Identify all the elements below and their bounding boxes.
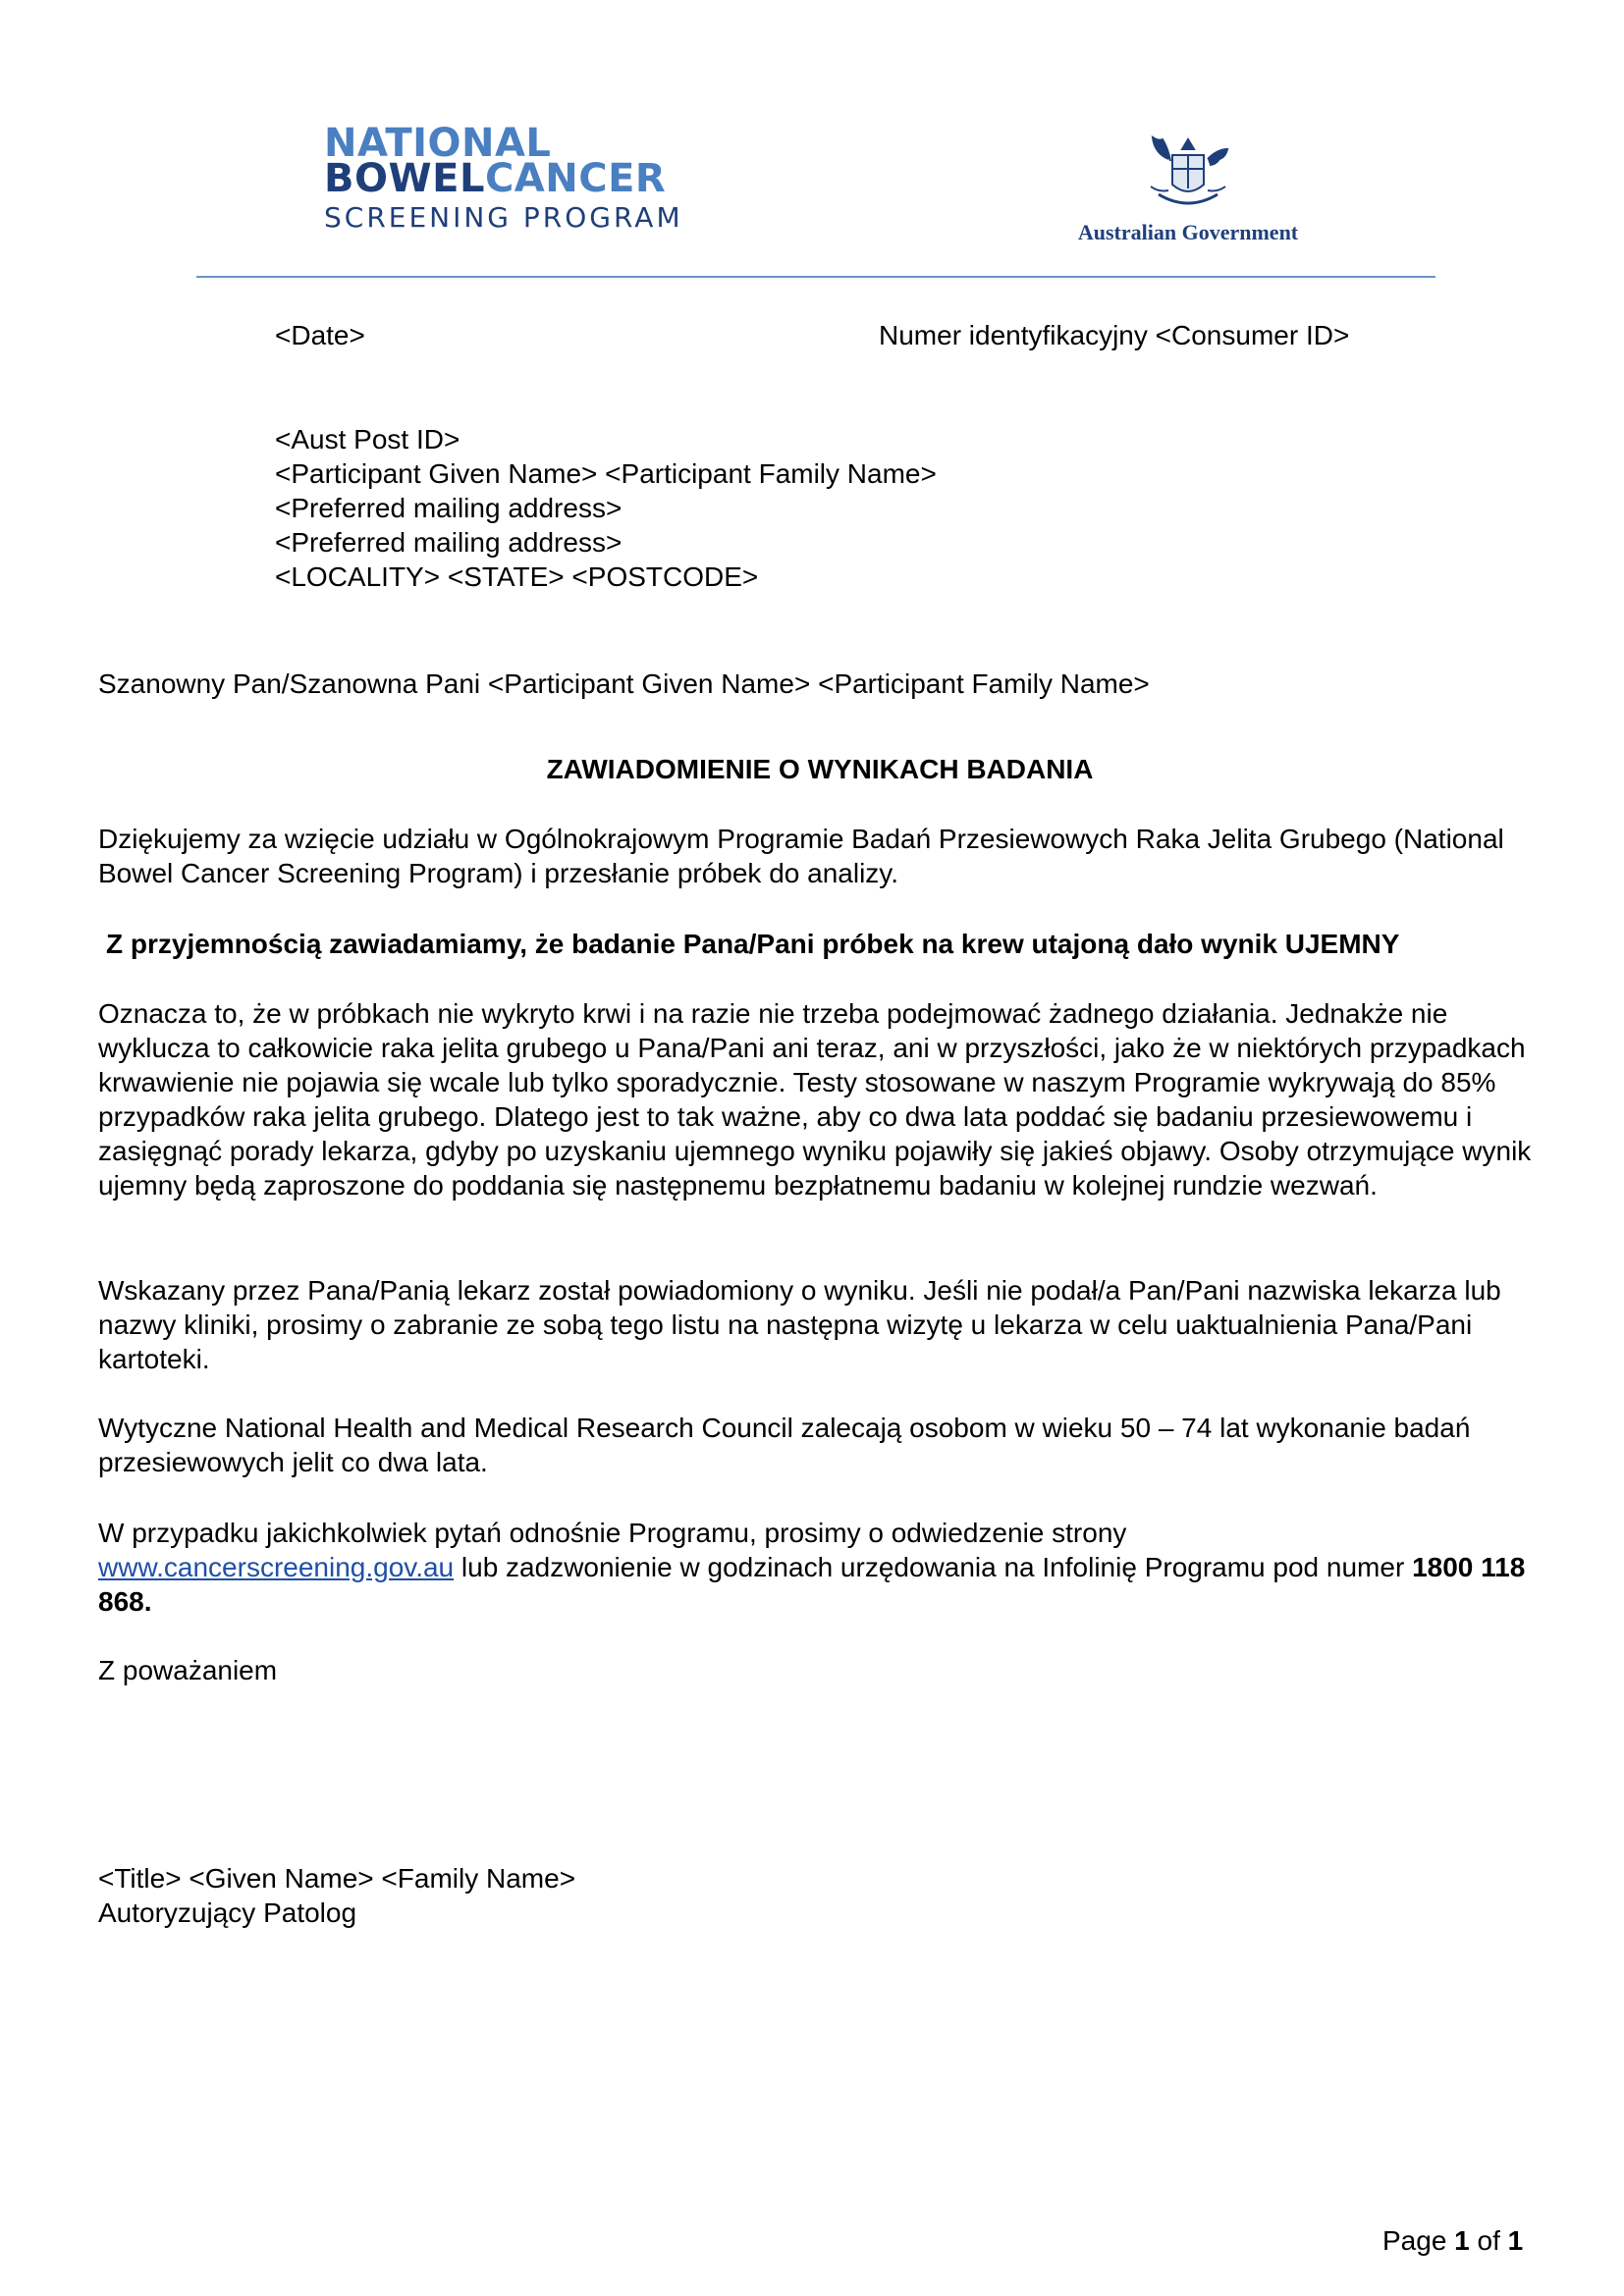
logo-bowel: BOWEL	[324, 156, 485, 201]
signatory-role: Autoryzujący Patolog	[98, 1897, 357, 1928]
website-link[interactable]: www.cancerscreening.gov.au	[98, 1552, 455, 1582]
contact-text: W przypadku jakichkolwiek pytań odnośnie Programu, prosimy o odwiedzenie strony	[98, 1518, 1127, 1548]
page-total: 1	[1507, 2225, 1524, 2256]
nbcsp-logo	[324, 121, 683, 234]
signatory-name: <Title> <Given Name> <Family Name>	[98, 1863, 576, 1894]
logo-screening-program: SCREENING PROGRAM	[324, 201, 683, 234]
letter-heading: ZAWIADOMIENIE O WYNIKACH BADANIA	[546, 754, 1094, 784]
doctor-notice-paragraph: Wskazany przez Pana/Panią lekarz został powiadomiony o wyniku. Jeśli nie podał/a Pan/Pani nazwiska lekarza lub nazwy kliniki, prosimy o zabranie ze sobą tego listu na następna wizytę u lekarza w celu uaktualnienia Pana/Pani kartoteki.	[98, 1275, 1501, 1374]
header-divider	[196, 276, 1435, 278]
date-field: <Date>	[275, 320, 365, 350]
page-number	[1382, 2223, 1523, 2258]
address-line: <LOCALITY> <STATE> <POSTCODE>	[275, 561, 759, 592]
salutation: Szanowny Pan/Szanowna Pani <Participant Given Name> <Participant Family Name>	[98, 668, 1150, 699]
explanation-paragraph: Oznacza to, że w próbkach nie wykryto krwi i na razie nie trzeba podejmować żadnego działania. Jednakże nie wyklucza to całkowicie raka jelita grubego u Pana/Pani ani teraz, ani w przyszłości, jako że w niektórych przypadkach krwawienie nie pojawia się wcale lub tylko sporadycznie. Testy stosowane w naszym Programie wykrywają do 85% przypadków raka jelita grubego. Dlatego jest to tak ważne, aby co dwa lata poddać się badaniu przesiewowemu i zasięgnąć porady lekarza, gdyby po uzyskaniu ujemnego wyniku pojawiły się jakieś objawy. Osoby otrzymujące wynik ujemny będą zaproszone do poddania się następnemu bezpłatnemu badaniu w kolejnej rundzie wezwań.	[98, 998, 1532, 1201]
address-block	[275, 422, 937, 594]
address-line: <Preferred mailing address>	[275, 527, 623, 558]
logo-national: NATIONAL	[324, 121, 552, 166]
logo-cancer: CANCER	[484, 156, 667, 201]
address-line: <Aust Post ID>	[275, 424, 460, 454]
consumer-id: Numer identyfikacyjny <Consumer ID>	[879, 320, 1350, 350]
government-name: Australian Government	[1077, 220, 1299, 244]
page-current: 1	[1454, 2225, 1470, 2256]
phone-number: 1800 118 868.	[98, 1552, 1526, 1617]
address-line: <Preferred mailing address>	[275, 493, 623, 523]
logo-bowel-cancer	[324, 156, 683, 201]
closing: Z poważaniem	[98, 1655, 278, 1685]
contact-paragraph	[98, 1516, 1542, 1619]
page-of: of	[1469, 2225, 1508, 2256]
result-statement: Z przyjemnością zawiadamiamy, że badanie Pana/Pani próbek na krew utajoną dało wynik UJEMNY	[106, 929, 1400, 959]
page-label: Page	[1382, 2225, 1455, 2256]
coat-of-arms-icon	[1129, 126, 1247, 220]
contact-text-continued: lub zadzwonienie w godzinach urzędowania na Infolinię Programu pod numer	[454, 1552, 1413, 1582]
thank-you-paragraph: Dziękujemy za wzięcie udziału w Ogólnokrajowym Programie Badań Przesiewowych Raka Jelita Grubego (National Bowel Cancer Screening Program) i przesłanie próbek do analizy.	[98, 824, 1504, 888]
address-line: <Participant Given Name> <Participant Family Name>	[275, 458, 937, 489]
signature-block	[98, 1861, 575, 1930]
guidelines-paragraph: Wytyczne National Health and Medical Research Council zalecają osobom w wieku 50 – 74 lat wykonanie badań przesiewowych jelit co dwa lata.	[98, 1413, 1471, 1477]
